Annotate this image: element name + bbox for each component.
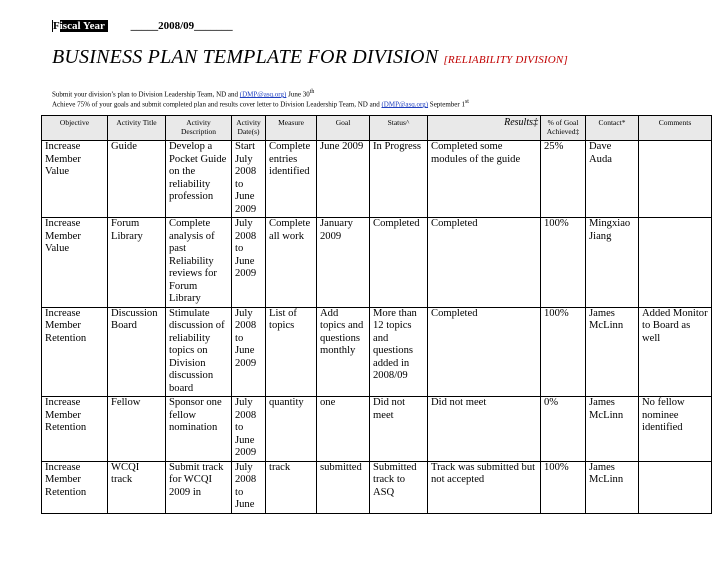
cell-contact: Mingxiao Jiang — [586, 218, 639, 308]
header-activity-dates: Activity Date(s) — [232, 116, 266, 141]
cell-objective: Increase Member Retention — [42, 397, 108, 462]
cell-measure: track — [266, 461, 317, 513]
title-main: BUSINESS PLAN TEMPLATE FOR DIVISION — [52, 46, 439, 68]
cell-contact: James McLinn — [586, 461, 639, 513]
table-header-row — [42, 116, 712, 141]
note1-sup: th — [309, 89, 315, 95]
header-activity-description: Activity Description — [166, 116, 232, 141]
cell-status: In Progress — [370, 141, 428, 218]
cell-goal: Add topics and questions monthly — [317, 307, 370, 397]
header-contact: Contact* — [586, 116, 639, 141]
cell-description: Complete analysis of past Reliability reviews for Forum Library — [166, 218, 232, 308]
header-measure: Measure — [266, 116, 317, 141]
cell-measure: Complete all work — [266, 218, 317, 308]
note1-email-link[interactable]: (DMP@asq.org) — [239, 90, 287, 99]
note2-deadline: September 1 — [429, 100, 465, 109]
cell-title: Discussion Board — [108, 307, 166, 397]
fiscal-year-value: _____2008/09_______ — [130, 20, 233, 32]
table-row — [42, 307, 712, 397]
cell-contact: James McLinn — [586, 397, 639, 462]
note1-text: Submit your division’s plan to Division Leadership Team, ND and — [52, 90, 239, 99]
cell-percent: 100% — [541, 218, 586, 308]
cell-description: Develop a Pocket Guide on the reliability profession — [166, 141, 232, 218]
cell-dates: Start July 2008 to June 2009 — [232, 141, 266, 218]
cell-objective: Increase Member Value — [42, 218, 108, 308]
header-comments: Comments — [639, 116, 712, 141]
header-activity-title: Activity Title — [108, 116, 166, 141]
cell-percent: 100% — [541, 307, 586, 397]
cell-percent: 25% — [541, 141, 586, 218]
header-objective: Objective — [42, 116, 108, 141]
table-row — [42, 141, 712, 218]
cell-contact: Dave Auda — [586, 141, 639, 218]
fiscal-label-rest: iscal Year — [59, 20, 105, 32]
cell-results: Completed — [428, 307, 541, 397]
submission-note — [52, 89, 314, 98]
header-percent-goal: % of Goal Achieved‡ — [541, 116, 586, 141]
cell-description: Sponsor one fellow nomination — [166, 397, 232, 462]
cell-objective: Increase Member Retention — [42, 461, 108, 513]
cell-objective: Increase Member Value — [42, 141, 108, 218]
cell-comments: No fellow nominee identified — [639, 397, 712, 462]
title-division: [RELIABILITY DIVISION] — [443, 54, 568, 66]
note2-text: Achieve 75% of your goals and submit completed plan and results cover letter to Division Leadership Team, ND and — [52, 100, 380, 109]
business-plan-table — [41, 115, 712, 514]
page-title — [52, 46, 568, 69]
fiscal-year-line — [52, 20, 233, 32]
cell-goal: June 2009 — [317, 141, 370, 218]
fiscal-label-first-letter: F — [53, 20, 60, 32]
cell-dates: July 2008 to June 2009 — [232, 218, 266, 308]
cell-status: Submitted track to ASQ — [370, 461, 428, 513]
cell-results: Completed some modules of the guide — [428, 141, 541, 218]
cell-percent: 0% — [541, 397, 586, 462]
header-results: Results‡ — [428, 116, 541, 141]
cell-contact: James McLinn — [586, 307, 639, 397]
cell-comments: Added Monitor to Board as well — [639, 307, 712, 397]
achievement-note — [52, 99, 469, 108]
table-row — [42, 218, 712, 308]
cell-dates: July 2008 to June — [232, 461, 266, 513]
cell-results: Completed — [428, 218, 541, 308]
cell-results: Did not meet — [428, 397, 541, 462]
cell-title: Fellow — [108, 397, 166, 462]
table-row — [42, 461, 712, 513]
header-status: Status^ — [370, 116, 428, 141]
note1-deadline: June 30 — [288, 90, 310, 99]
cell-measure: quantity — [266, 397, 317, 462]
cell-title: WCQI track — [108, 461, 166, 513]
cell-dates: July 2008 to June 2009 — [232, 397, 266, 462]
cell-comments — [639, 218, 712, 308]
cell-results: Track was submitted but not accepted — [428, 461, 541, 513]
cell-goal: submitted — [317, 461, 370, 513]
cell-dates: July 2008 to June 2009 — [232, 307, 266, 397]
cell-objective: Increase Member Retention — [42, 307, 108, 397]
header-goal: Goal — [317, 116, 370, 141]
table-row — [42, 397, 712, 462]
cell-title: Forum Library — [108, 218, 166, 308]
cell-percent: 100% — [541, 461, 586, 513]
cell-comments — [639, 141, 712, 218]
cell-measure: List of topics — [266, 307, 317, 397]
cell-status: Completed — [370, 218, 428, 308]
cell-status: Did not meet — [370, 397, 428, 462]
cell-measure: Complete entries identified — [266, 141, 317, 218]
cell-status: More than 12 topics and questions added in 2008/09 — [370, 307, 428, 397]
cell-title: Guide — [108, 141, 166, 218]
cell-goal: January 2009 — [317, 218, 370, 308]
cell-description: Stimulate discussion of reliability topics on Division discussion board — [166, 307, 232, 397]
note2-sup: st — [464, 99, 469, 105]
cell-goal: one — [317, 397, 370, 462]
cell-comments — [639, 461, 712, 513]
note2-email-link[interactable]: (DMP@asq.org) — [381, 100, 429, 109]
fiscal-year-label — [52, 20, 108, 32]
cell-description: Submit track for WCQI 2009 in — [166, 461, 232, 513]
